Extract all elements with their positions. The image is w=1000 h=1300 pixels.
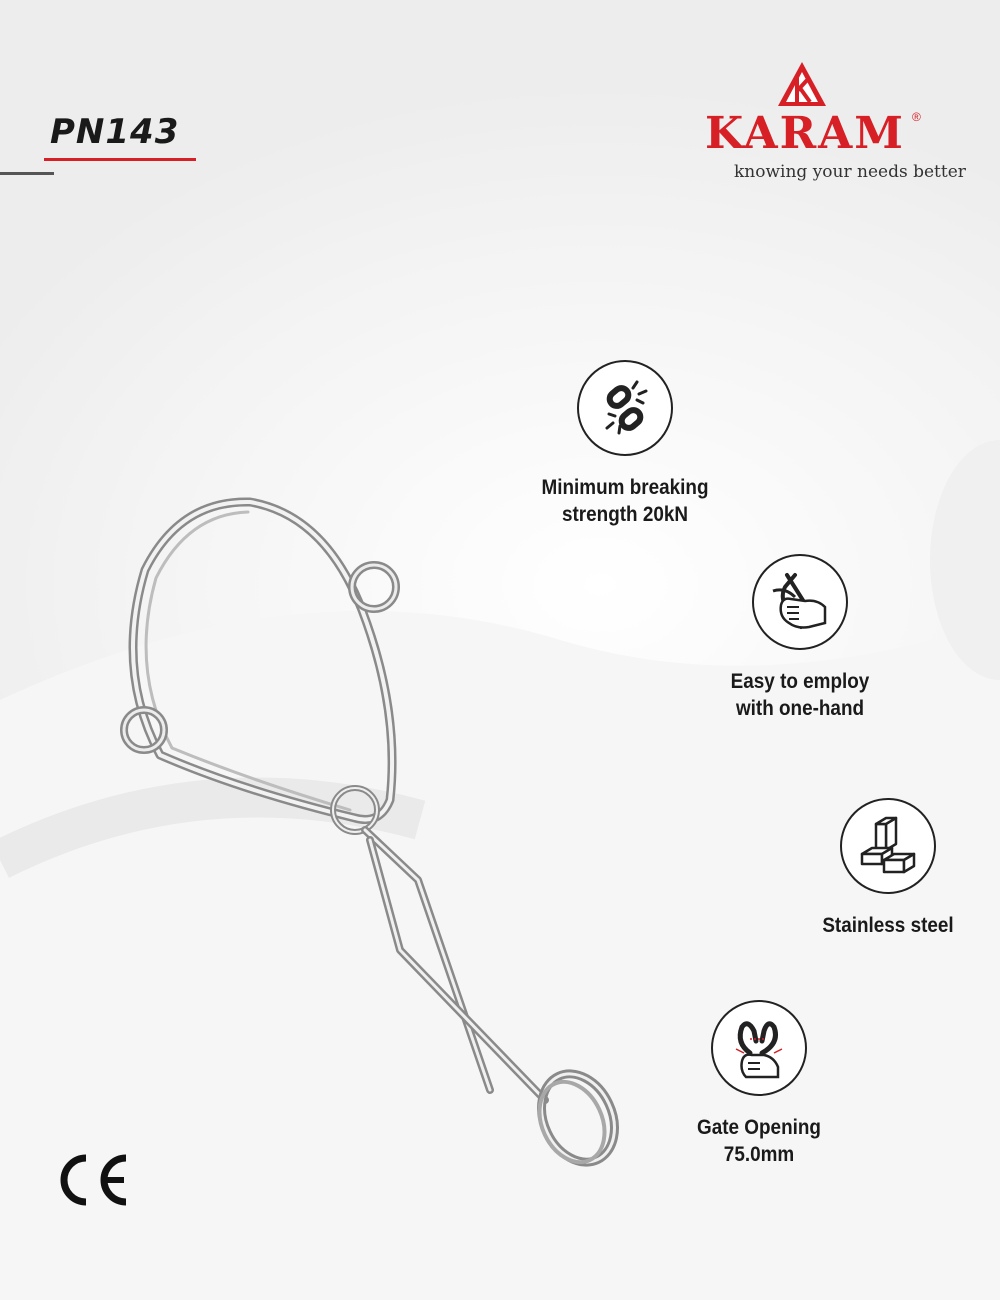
ce-mark-icon (56, 1152, 132, 1208)
feature-label-line1: Easy to employ (730, 670, 870, 693)
hand-hook-icon (765, 567, 835, 637)
registered-mark: ® (912, 110, 921, 124)
broken-chain-icon (593, 376, 657, 440)
brand-tagline: knowing your needs better (734, 162, 966, 182)
feature-icon-circle (577, 360, 673, 456)
brand-name: KARAM (704, 108, 905, 159)
feature-gate-opening (649, 1000, 869, 1168)
feature-label-line2: 75.0mm (723, 1143, 795, 1166)
feature-one-hand (690, 554, 910, 722)
feature-stainless-steel (778, 798, 998, 939)
gate-opening-icon (724, 1013, 794, 1083)
feature-icon-circle (840, 798, 936, 894)
feature-label-line2: with one-hand (735, 697, 865, 720)
feature-icon-circle (752, 554, 848, 650)
steel-bars-icon (856, 814, 920, 878)
model-number: PN143 (50, 112, 180, 152)
feature-label-line1: Stainless steel (822, 914, 954, 937)
feature-label-line1: Minimum breaking (541, 476, 709, 499)
feature-icon-circle (711, 1000, 807, 1096)
wire-hook-product-image (100, 490, 640, 1190)
brand-k-triangle-icon (778, 62, 826, 106)
model-underline (44, 158, 196, 161)
brand-logo (690, 60, 966, 190)
feature-label-line2: strength 20kN (561, 503, 689, 526)
header-rule (0, 172, 54, 175)
feature-label-line1: Gate Opening (697, 1116, 821, 1139)
